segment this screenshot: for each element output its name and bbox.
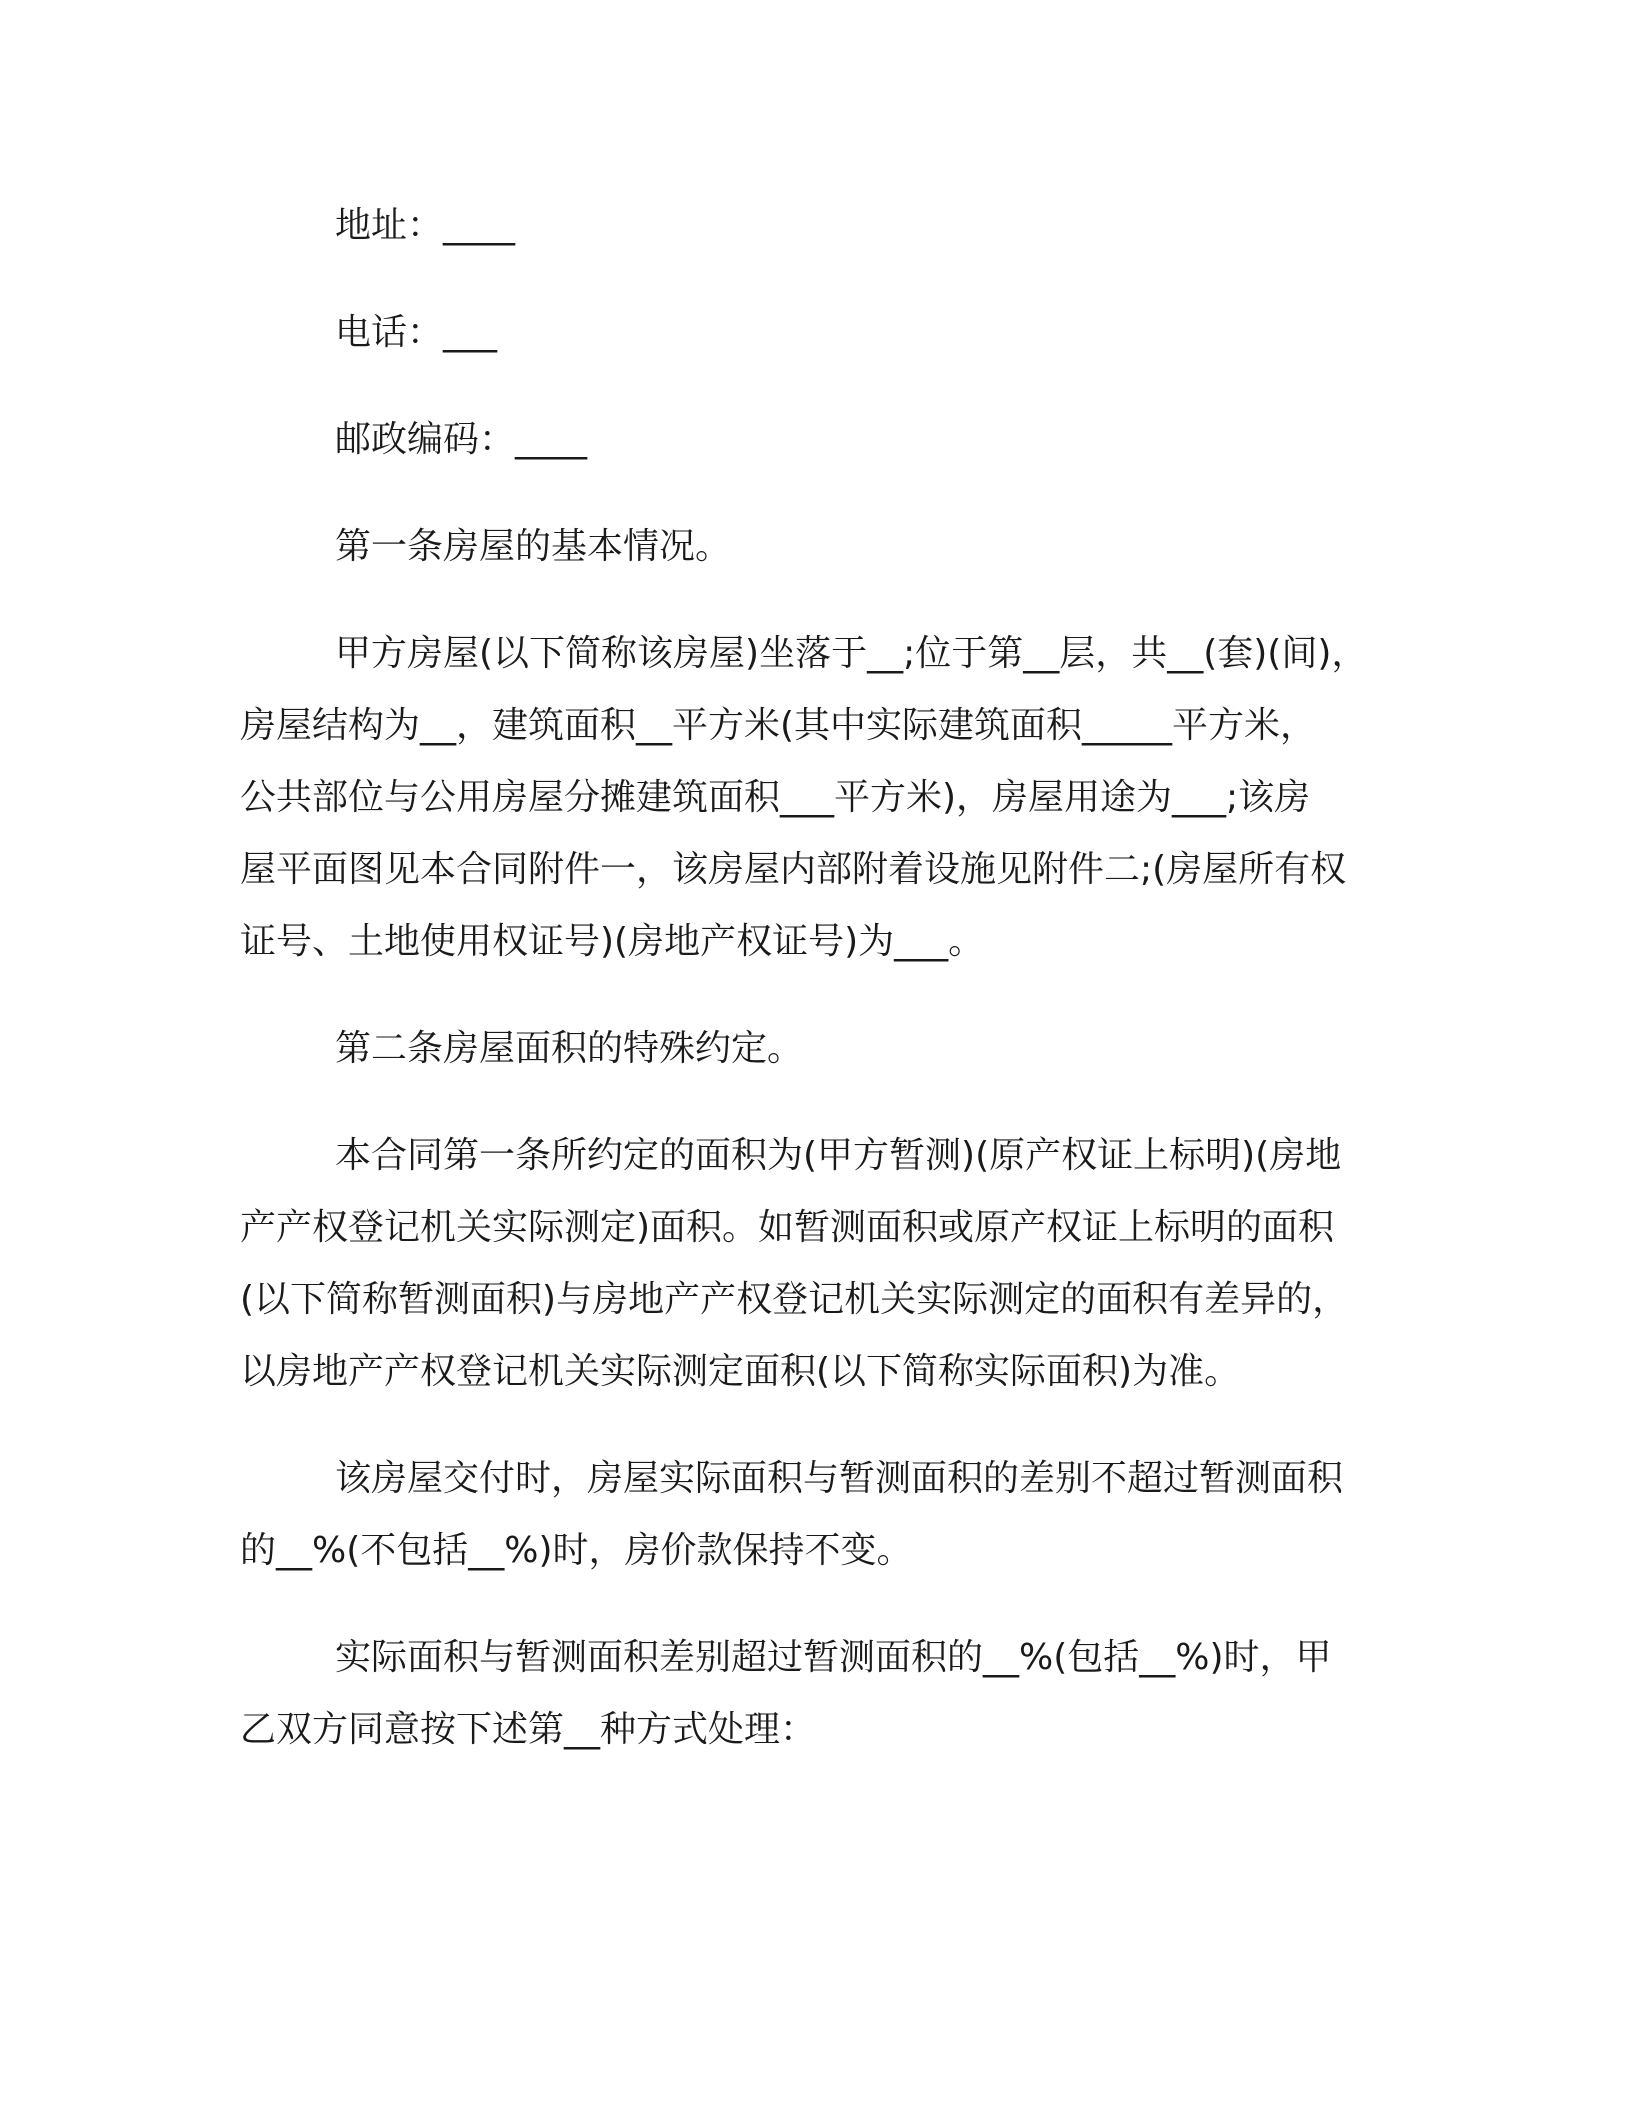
article-1-paragraph — [240, 618, 1380, 978]
paragraph-line: 产产权登记机关实际测定)面积。如暂测面积或原产权证上标明的面积 — [240, 1207, 1335, 1248]
paragraph-line: (以下简称暂测面积)与房地产产权登记机关实际测定的面积有差异的， — [240, 1279, 1349, 1320]
paragraph-line: 该房屋交付时，房屋实际面积与暂测面积的差别不超过暂测面积 — [335, 1458, 1344, 1499]
article-2-paragraph-2 — [240, 1443, 1380, 1587]
paragraph-line: 以房地产产权登记机关实际测定面积(以下简称实际面积)为准。 — [240, 1351, 1241, 1392]
article-1-heading: 第一条房屋的基本情况。 — [335, 526, 732, 567]
postal-code-line: 邮政编码：____ — [335, 419, 588, 460]
paragraph-line: 乙双方同意按下述第__种方式处理： — [240, 1709, 817, 1750]
paragraph-line: 屋平面图见本合同附件一，该房屋内部附着设施见附件二;(房屋所有权 — [240, 849, 1347, 890]
document-body — [240, 190, 1380, 1766]
address-line: 地址：____ — [335, 205, 516, 246]
paragraph-line: 实际面积与暂测面积差别超过暂测面积的__%(包括__%)时，甲 — [335, 1637, 1332, 1678]
paragraph-line: 的__%(不包括__%)时，房价款保持不变。 — [240, 1530, 913, 1571]
phone-line: 电话：___ — [335, 312, 498, 353]
paragraph-line: 公共部位与公用房屋分摊建筑面积___平方米)，房屋用途为___;该房 — [240, 777, 1311, 818]
article-2-paragraph-1 — [240, 1120, 1380, 1408]
article-2-paragraph-3 — [240, 1622, 1380, 1766]
paragraph-line: 本合同第一条所约定的面积为(甲方暂测)(原产权证上标明)(房地 — [335, 1135, 1342, 1176]
article-2-heading: 第二条房屋面积的特殊约定。 — [335, 1028, 804, 1069]
paragraph-line: 证号、土地使用权证号)(房地产权证号)为___。 — [240, 921, 985, 962]
paragraph-line: 甲方房屋(以下简称该房屋)坐落于__;位于第__层，共__(套)(间)， — [335, 633, 1368, 674]
paragraph-line: 房屋结构为__，建筑面积__平方米(其中实际建筑面积_____平方米， — [240, 705, 1317, 746]
